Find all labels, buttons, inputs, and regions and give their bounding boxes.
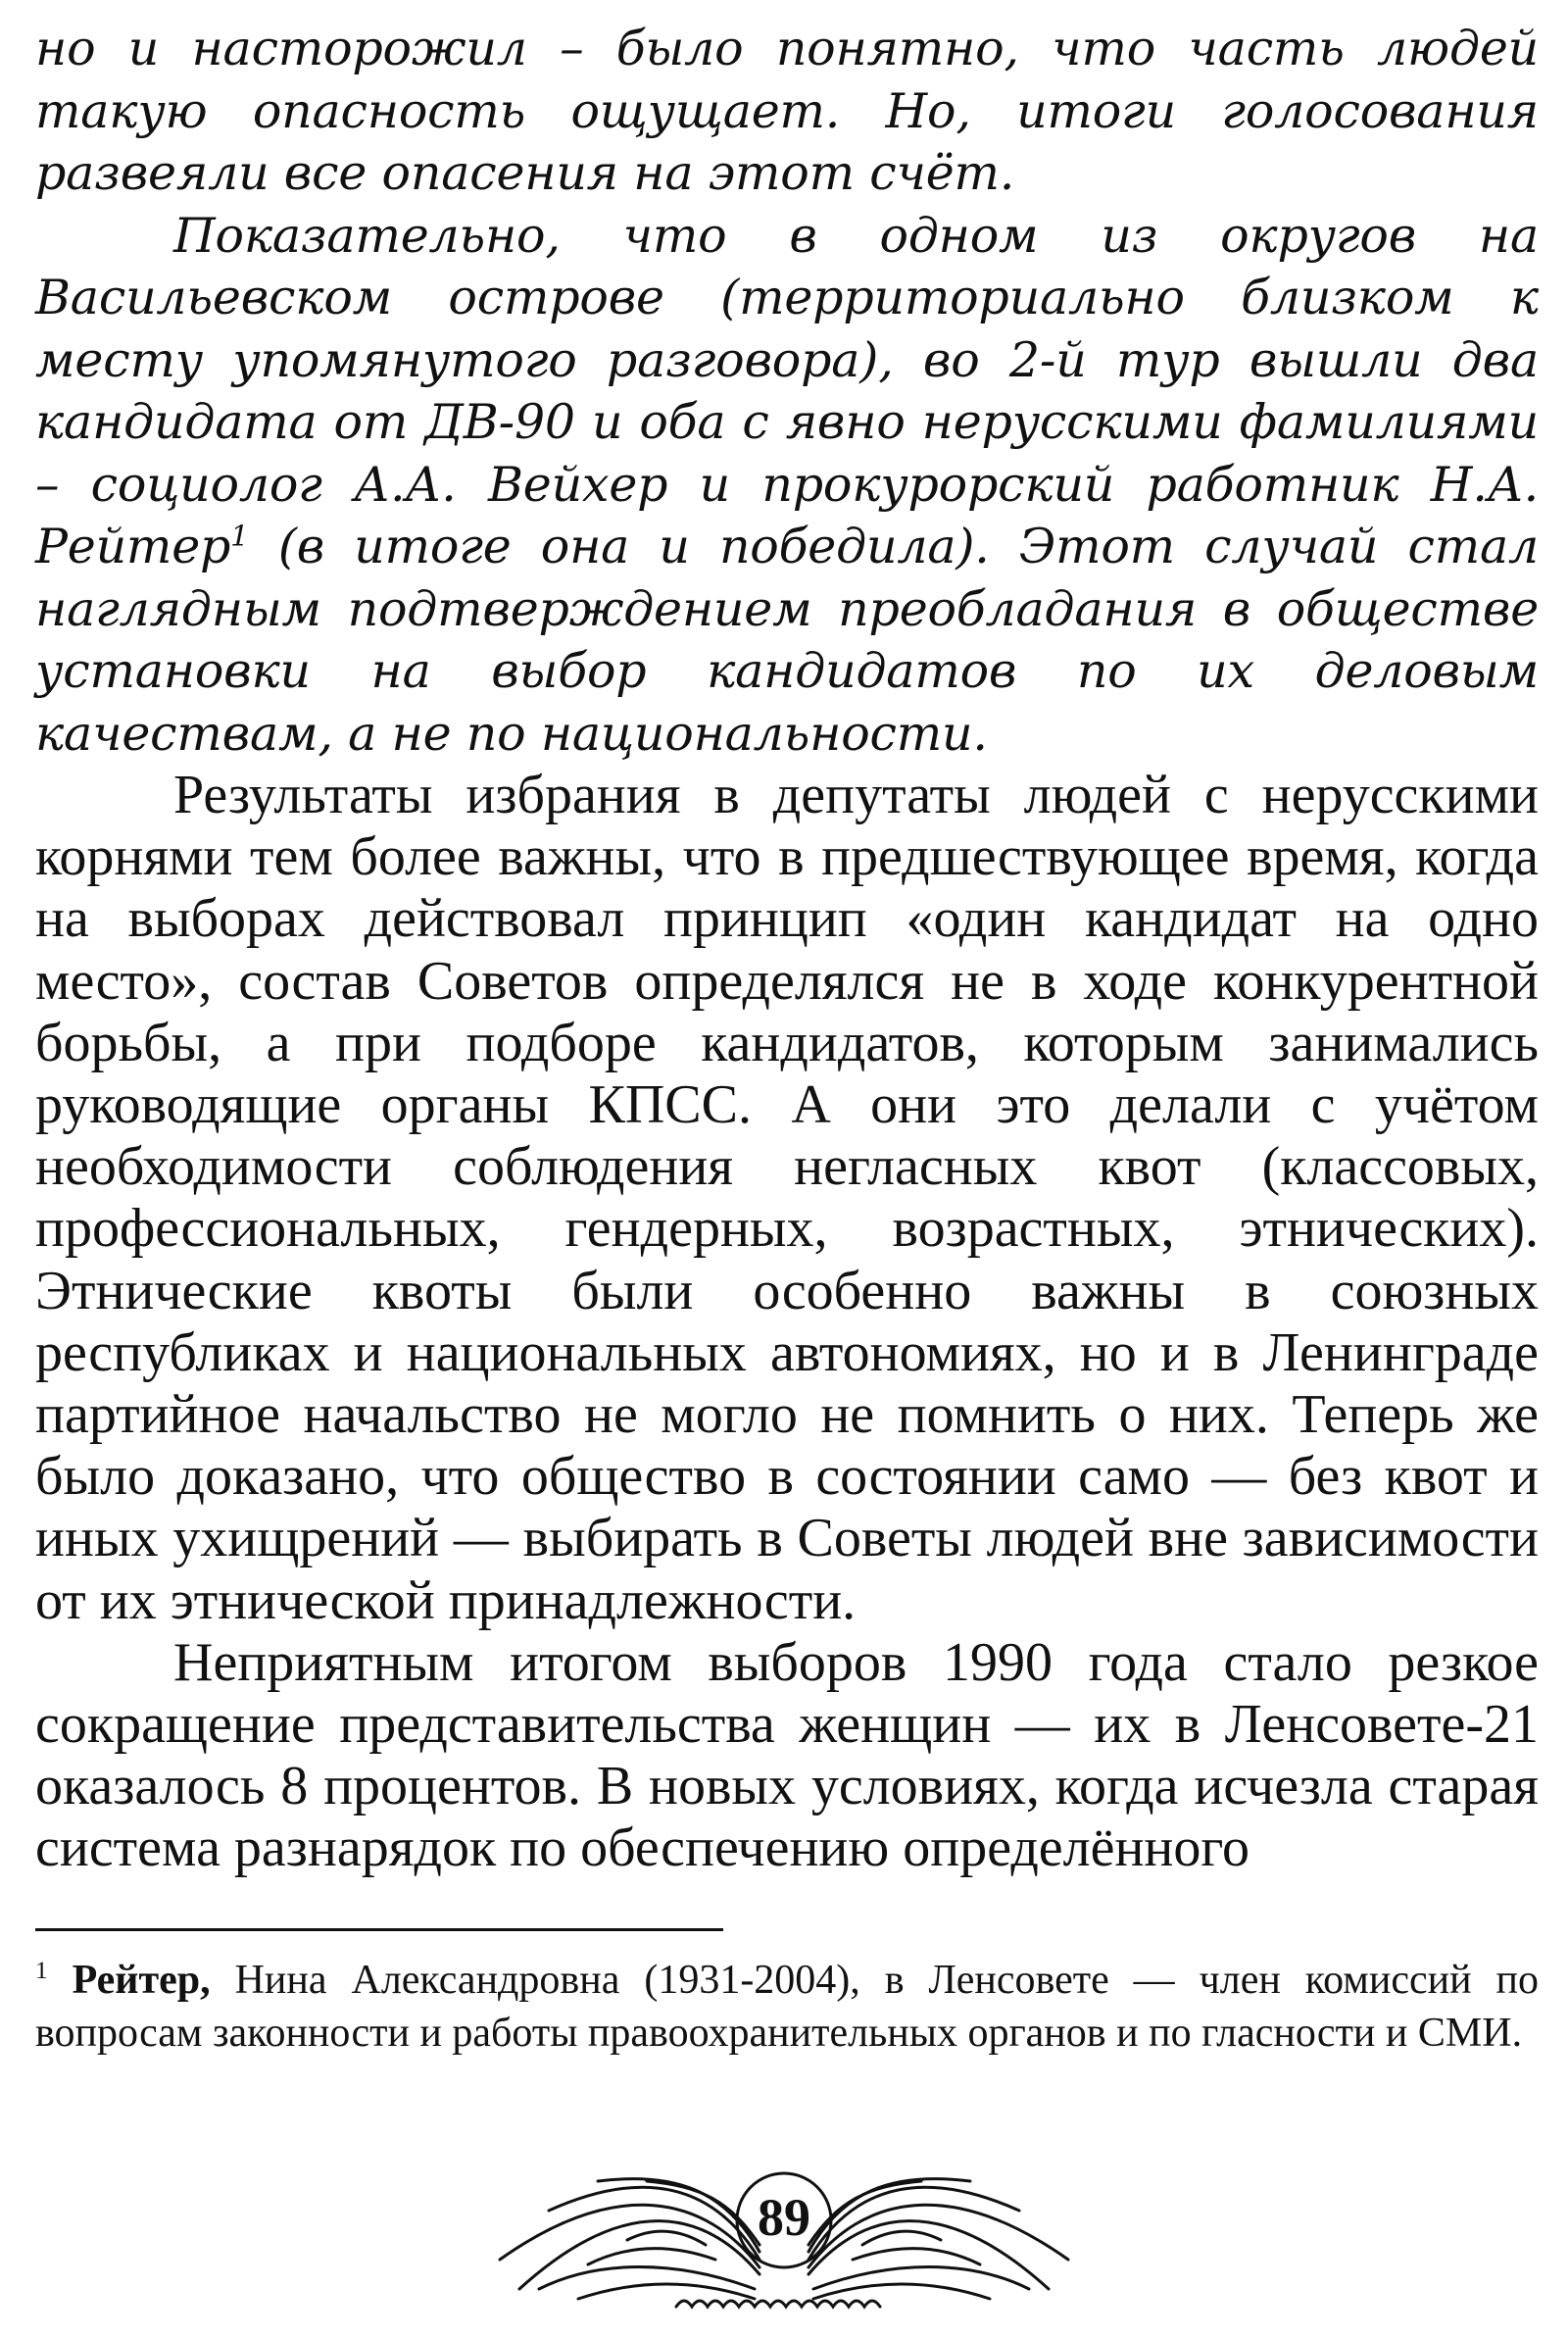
footnote-mark: 1 [35, 1958, 48, 1984]
paragraph-vasilievsky-example [35, 205, 1539, 766]
paragraph-vasilievsky-text-2: (в итоге она и победила). Этот случай стал наглядным подтверждением преобладания в обществе установки на выбор кандидатов по их деловым качествам, а не по национальности. [35, 519, 1539, 762]
paragraph-election-results: Результаты избрания в депутаты людей с нерусскими корнями тем более важны, что в предшествующее время, когда на выборах действовал принцип «один кандидат на одно место», состав Советов определялся не в ходе конкурентной борьбы, а при подборе кандидатов, которым занимались руководящие органы КПСС. А они это делали с учётом необходимости соблюдения негласных квот (классовых, профессиональных, гендерных, возрастных, этнических). Этнические квоты были особенно важны в союзных республиках и национальных автономиях, но и в Ленинграде партийное начальство не могло не помнить о них. Теперь же было доказано, что общество в состоянии само — без квот и иных ухищрений — выбирать в Советы людей вне зависимости от их этнической принадлежности. [35, 765, 1539, 1631]
paragraph-women-representation: Неприятным итогом выборов 1990 года стало резкое сокращение представительства женщин — их в Ленсовете-21 оказалось 8 процентов. В новых условиях, когда исчезла старая система разнарядок по обеспечению определённого [35, 1631, 1539, 1879]
footnote-reference[interactable]: 1 [230, 519, 249, 553]
paragraph-vasilievsky-text-1: Показательно, что в одном из округов на Васильевском острове (территориально близком к месту упомянутого разговора), во 2-й тур вышли два кандидата от ДВ-90 и оба с явно нерусскими фамилиями – социолог А.А. Вейхер и прокурорский работник Н.А. Рейтер [35, 207, 1539, 574]
footnote-text: Нина Александровна (1931-2004), в Ленсовете — член комиссий по вопросам законности и работы правоохранительных органов и по гласности и СМИ. [35, 1958, 1540, 2056]
paragraph-intro-continuation: но и насторожил – было понятно, что часть людей такую опасность ощущает. Но, итоги голосования развеяли все опасения на этот счёт. [35, 21, 1539, 201]
page-body [35, 18, 1539, 1880]
page-number: 89 [758, 2188, 810, 2247]
footnote [35, 1954, 1539, 2060]
footnote-divider [35, 1928, 723, 1931]
footnote-name: Рейтер, [72, 1958, 211, 2003]
